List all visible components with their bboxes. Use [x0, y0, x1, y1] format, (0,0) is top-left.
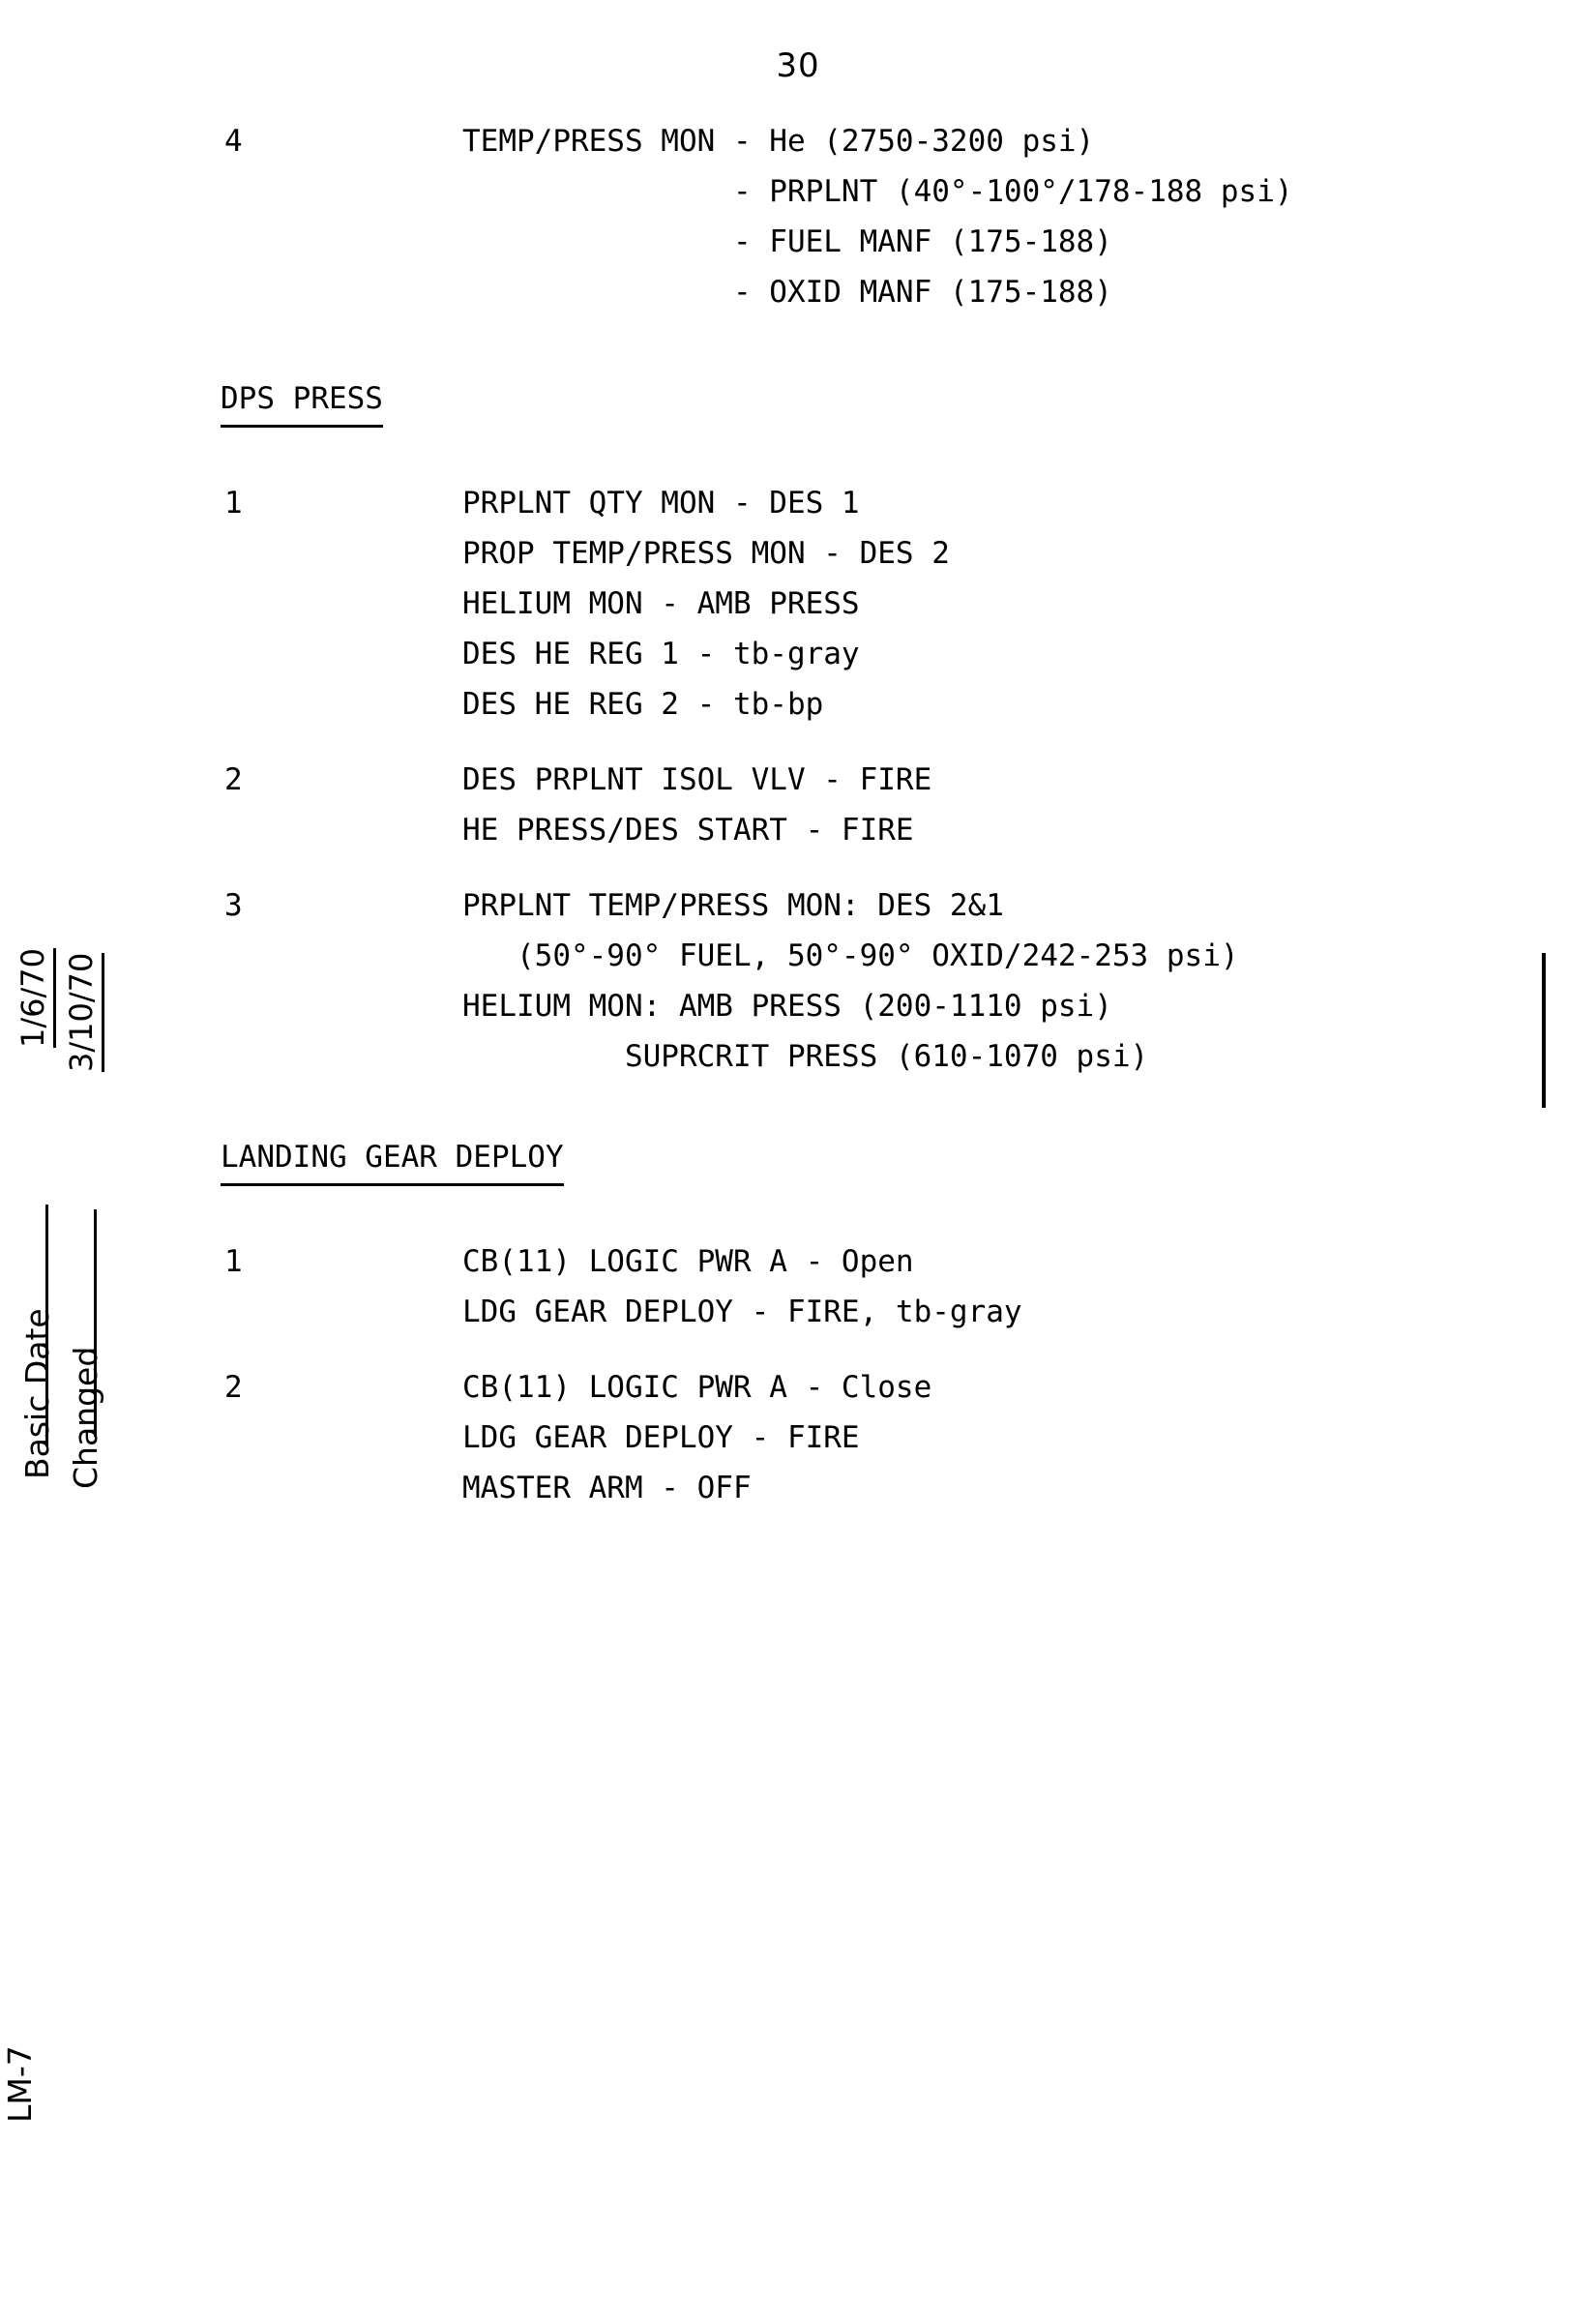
step-line: TEMP/PRESS MON - He (2750-3200 psi): [462, 124, 1095, 159]
step-row: 3 PRPLNT TEMP/PRESS MON: DES 2&1 (50°-90° FUEL, 50°-90° OXID/242-253 psi) HELIUM MON: AMB PRESS (200-1110 psi) SUPRCRIT PRESS (610-1070 psi): [0, 880, 1596, 1082]
step-row: 4 TEMP/PRESS MON - He (2750-3200 psi) - PRPLNT (40°-100°/178-188 psi) - FUEL MANF (175-188) - OXID MANF (175-188): [0, 116, 1596, 317]
step-line: DES HE REG 1 - tb-gray: [462, 637, 860, 671]
step-line: SUPRCRIT PRESS (610-1070 psi): [462, 1039, 1149, 1074]
step-line: HELIUM MON - AMB PRESS: [462, 586, 860, 621]
section-continuation: [0, 116, 1596, 317]
page-number: 30: [776, 46, 820, 85]
spacer: [0, 317, 1596, 373]
step-line: PRPLNT QTY MON - DES 1: [462, 486, 860, 521]
step-text: [462, 116, 1293, 317]
section-heading-wrap: [0, 373, 1596, 428]
document-id-label: LM-7: [1, 2045, 39, 2123]
step-line: CB(11) LOGIC PWR A - Close: [462, 1370, 932, 1405]
step-line: - FUEL MANF (175-188): [462, 224, 1112, 259]
step-line: MASTER ARM - OFF: [462, 1471, 752, 1505]
step-line: DES PRPLNT ISOL VLV - FIRE: [462, 762, 932, 797]
step-line: HE PRESS/DES START - FIRE: [462, 813, 914, 848]
section-heading: LANDING GEAR DEPLOY: [221, 1132, 564, 1186]
basic-date-label: Basic Date: [18, 1308, 56, 1479]
changed-label: Changed: [67, 1346, 104, 1489]
step-line: CB(11) LOGIC PWR A - Open: [462, 1244, 914, 1279]
step-line: DES HE REG 2 - tb-bp: [462, 687, 824, 722]
step-line: PROP TEMP/PRESS MON - DES 2: [462, 536, 950, 571]
step-text: [462, 755, 931, 855]
step-row: 2 CB(11) LOGIC PWR A - Close LDG GEAR DEPLOY - FIRE MASTER ARM - OFF: [0, 1362, 1596, 1513]
step-text: [462, 478, 950, 729]
step-row: 1 CB(11) LOGIC PWR A - Open LDG GEAR DEPLOY - FIRE, tb-gray: [0, 1236, 1596, 1337]
section-heading: DPS PRESS: [221, 373, 383, 428]
step-line: PRPLNT TEMP/PRESS MON: DES 2&1: [462, 888, 1004, 923]
document-content: [0, 116, 1596, 1513]
spacer: [0, 1082, 1596, 1132]
spacer: [0, 1186, 1596, 1236]
step-line: HELIUM MON: AMB PRESS (200-1110 psi): [462, 989, 1112, 1024]
section-landing-gear-deploy: [0, 1132, 1596, 1513]
step-row: 2 DES PRPLNT ISOL VLV - FIRE HE PRESS/DES START - FIRE: [0, 755, 1596, 855]
step-line: - PRPLNT (40°-100°/178-188 psi): [462, 174, 1293, 209]
section-dps-press: [0, 373, 1596, 1082]
changed-date-value: 3/10/70: [63, 953, 104, 1072]
step-text: [462, 1236, 1022, 1337]
step-line: LDG GEAR DEPLOY - FIRE, tb-gray: [462, 1295, 1022, 1329]
section-heading-wrap: [0, 1132, 1596, 1186]
step-text: [462, 1362, 931, 1513]
spacer: [0, 428, 1596, 478]
step-line: - OXID MANF (175-188): [462, 275, 1112, 310]
step-line: LDG GEAR DEPLOY - FIRE: [462, 1420, 860, 1455]
spacer: [0, 729, 1596, 755]
spacer: [0, 855, 1596, 880]
spacer: [0, 1337, 1596, 1362]
step-text: [462, 880, 1239, 1082]
step-row: 1 PRPLNT QTY MON - DES 1 PROP TEMP/PRESS MON - DES 2 HELIUM MON - AMB PRESS DES HE REG 1 - tb-gray DES HE REG 2 - tb-bp: [0, 478, 1596, 729]
basic-date-value: 1/6/70: [15, 948, 56, 1048]
step-line: (50°-90° FUEL, 50°-90° OXID/242-253 psi): [462, 938, 1239, 973]
